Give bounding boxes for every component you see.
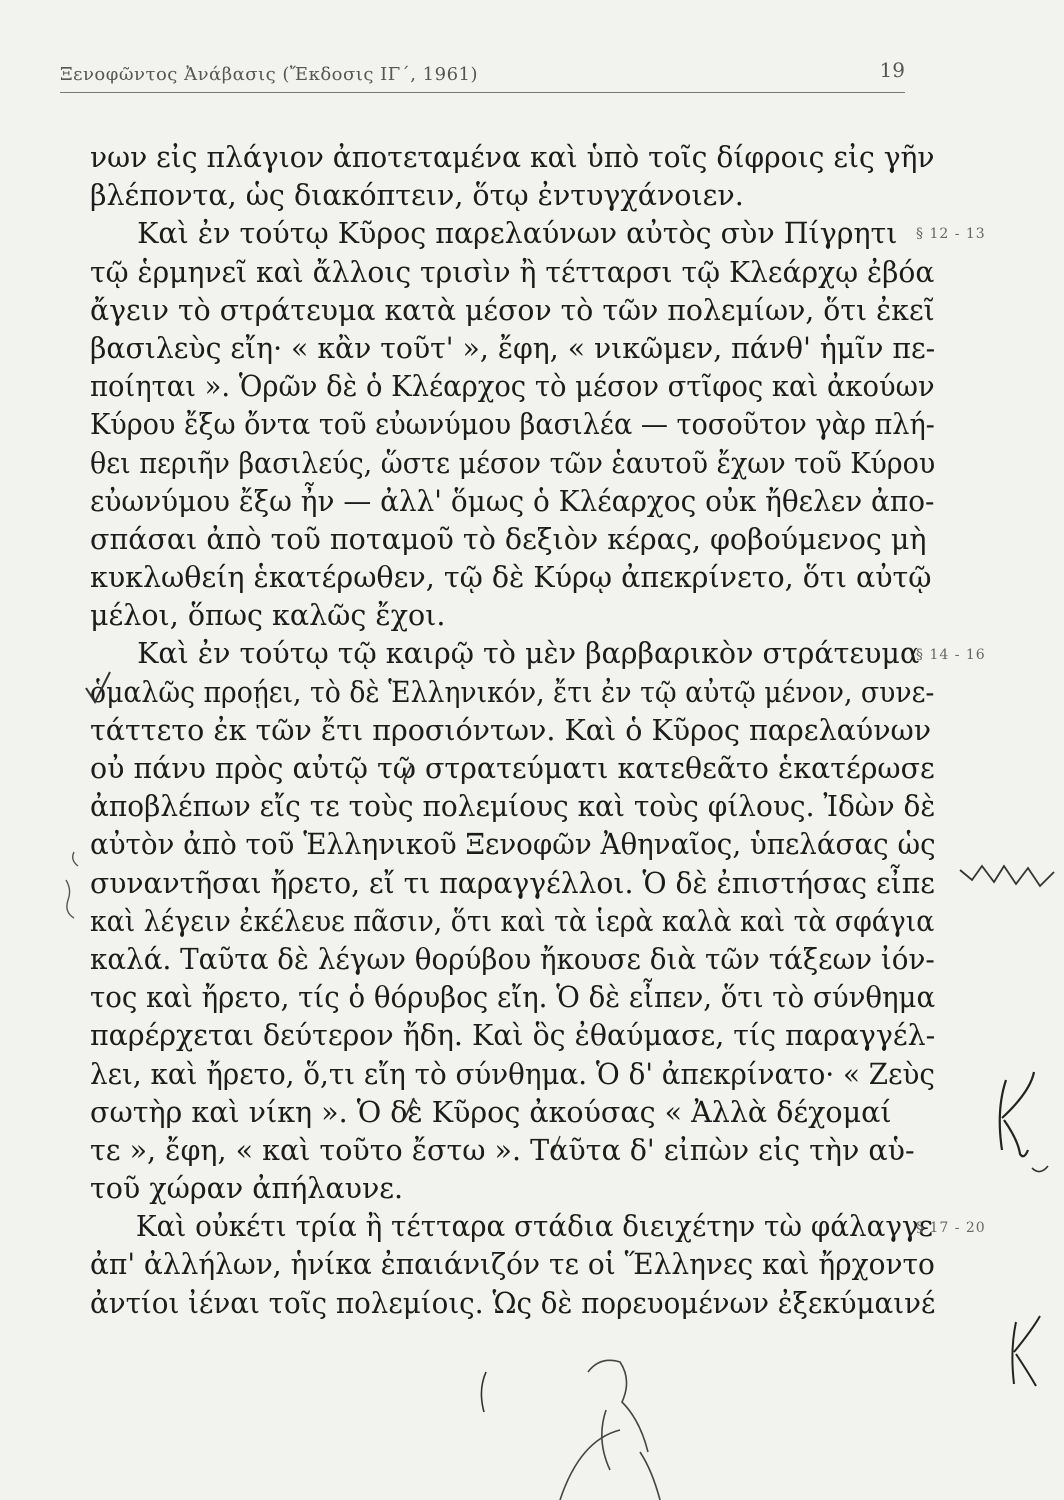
text-line: οὐ πάνυ πρὸς αὐτῷ τῷ στρατεύματι κατεθεᾶτο ἑκατέρωσε (90, 751, 935, 785)
text-line: τῷ ἑρμηνεῖ καὶ ἄλλοις τρισὶν ἢ τέτταρσι τῷ Κλεάρχῳ ἐβόα (90, 254, 935, 289)
bracket-mark-annotation (481, 1372, 486, 1412)
section-reference: § 17 - 20 (916, 1219, 986, 1236)
text-line: συναντῆσαι ἤρετο, εἴ τι παραγγέλλοι. Ὁ δὲ ἐπιστήσας εἶπε (90, 865, 935, 900)
text-line: ἀπ' ἀλλήλων, ἡνίκα ἐπαιάνιζόν τε οἱ Ἕλληνες καὶ ἤρχοντο (90, 1247, 935, 1282)
text-line: ἀποβλέπων εἴς τε τοὺς πολεμίους καὶ τοὺς φίλους. Ἰδὼν δὲ (90, 789, 936, 824)
section-reference: § 14 - 16 (916, 646, 986, 663)
tick-mark-annotation (1032, 1166, 1048, 1172)
text-line: τοῦ χώραν ἀπήλαυνε. (90, 1171, 404, 1206)
text-line: καλά. Ταῦτα δὲ λέγων θορύβου ἤκουσε διὰ τῶν τάξεων ἰόν- (90, 941, 935, 976)
text-line: τε », ἔφη, « καὶ τοῦτο ἔστω ». Ταῦτα δ' εἰπὼν εἰς τὴν αὑ- (90, 1132, 915, 1167)
text-line: τος καὶ ἤρετο, τίς ὁ θόρυβος εἴη. Ὁ δὲ εἶπεν, ὅτι τὸ σύνθημα (90, 980, 936, 1015)
text-line: εὐωνύμου ἔξω ἦν — ἀλλ' ὅμως ὁ Κλέαρχος οὐκ ἤθελεν ἀπο- (90, 483, 935, 518)
text-line: ἀντίοι ἰέναι τοῖς πολεμίοις. Ὡς δὲ πορευομένων ἐξεκύμαινέ (90, 1285, 936, 1320)
text-line: τάττετο ἐκ τῶν ἔτι προσιόντων. Καὶ ὁ Κῦρος παρελαύνων (90, 712, 932, 747)
running-header (60, 58, 905, 93)
text-line: Καὶ οὐκέτι τρία ἢ τέτταρα στάδια διειχέτην τὼ φάλαγγε (135, 1209, 933, 1244)
text-line: παρέρχεται δεύτερον ἤδη. Καὶ ὃς ἐθαύμασε, τίς παραγγέλ- (90, 1018, 936, 1053)
body-text (90, 138, 950, 1322)
text-line: αὐτὸν ἀπὸ τοῦ Ἑλληνικοῦ Ξενοφῶν Ἀθηναῖος, ὑπελάσας ὡς (90, 827, 936, 862)
text-line: ἄγειν τὸ στράτευμα κατὰ μέσον τὸ τῶν πολεμίων, ὅτι ἐκεῖ (90, 292, 935, 327)
text-line: νων εἰς πλάγιον ἀποτεταμένα καὶ ὑπὸ τοῖς δίφροις εἰς γῆν (90, 140, 935, 174)
text-line: θει περιῆν βασιλεύς, ὥστε μέσον τῶν ἑαυτοῦ ἔχων τοῦ Κύρου (90, 445, 936, 480)
text-line: βλέποντα, ὡς διακόπτειν, ὅτῳ ἐντυγχάνοιεν. (90, 178, 744, 213)
wavy-mark-annotation (960, 866, 1054, 886)
page-number: 19 (879, 58, 905, 82)
text-line: λει, καὶ ἤρετο, ὅ,τι εἴη τὸ σύνθημα. Ὁ δ' ἀπεκρίνατο· « Ζεὺς (90, 1056, 935, 1091)
text-line: Καὶ ἐν τούτῳ τῷ καιρῷ τὸ μὲν βαρβαρικὸν στράτευμα (137, 636, 920, 671)
text-line: σωτὴρ καὶ νίκη ». Ὁ δὲ Κῦρος ἀκούσας « Ἀλλὰ δέχομαί (90, 1094, 892, 1129)
text-line: βασιλεὺς εἴη· « κἂν τοῦτ' », ἔφη, « νικῶμεν, πάνθ' ἡμῖν πε- (90, 330, 936, 365)
text-line: Καὶ ἐν τούτῳ Κῦρος παρελαύνων αὐτὸς σὺν Πίγρητι (137, 216, 898, 251)
k-mark-annotation (1000, 1072, 1034, 1156)
text-line: Κύρου ἔξω ὄντα τοῦ εὐωνύμου βασιλέα — τοσοῦτον γὰρ πλή- (90, 407, 935, 442)
text-line: ὁμαλῶς προῄει, τὸ δὲ Ἑλληνικόν, ἔτι ἐν τῷ αὐτῷ μένον, συνε- (90, 674, 935, 709)
text-line: κυκλωθείη ἑκατέρωθεν, τῷ δὲ Κύρῳ ἀπεκρίνετο, ὅτι αὐτῷ (90, 560, 932, 595)
text-line: ποίηται ». Ὁρῶν δὲ ὁ Κλέαρχος τὸ μέσον στῖφος καὶ ἀκούων (90, 369, 935, 404)
text-line: μέλοι, ὅπως καλῶς ἔχοι. (90, 598, 446, 633)
header-title: Ξενοφῶντος Ἀνάβασις (Ἔκδοσις ΙΓ΄, 1961) (60, 64, 479, 85)
section-reference: § 12 - 13 (916, 226, 986, 243)
k-mark-annotation (1012, 1316, 1040, 1386)
margin-scribble-annotation (66, 852, 78, 918)
text-line: σπάσαι ἀπὸ τοῦ ποταμοῦ τὸ δεξιὸν κέρας, φοβούμενος μὴ (90, 521, 927, 556)
text-line: καὶ λέγειν ἐκέλευε πᾶσιν, ὅτι καὶ τὰ ἱερὰ καλὰ καὶ τὰ σφάγια (90, 903, 935, 938)
sketch-annotation (560, 1360, 660, 1500)
